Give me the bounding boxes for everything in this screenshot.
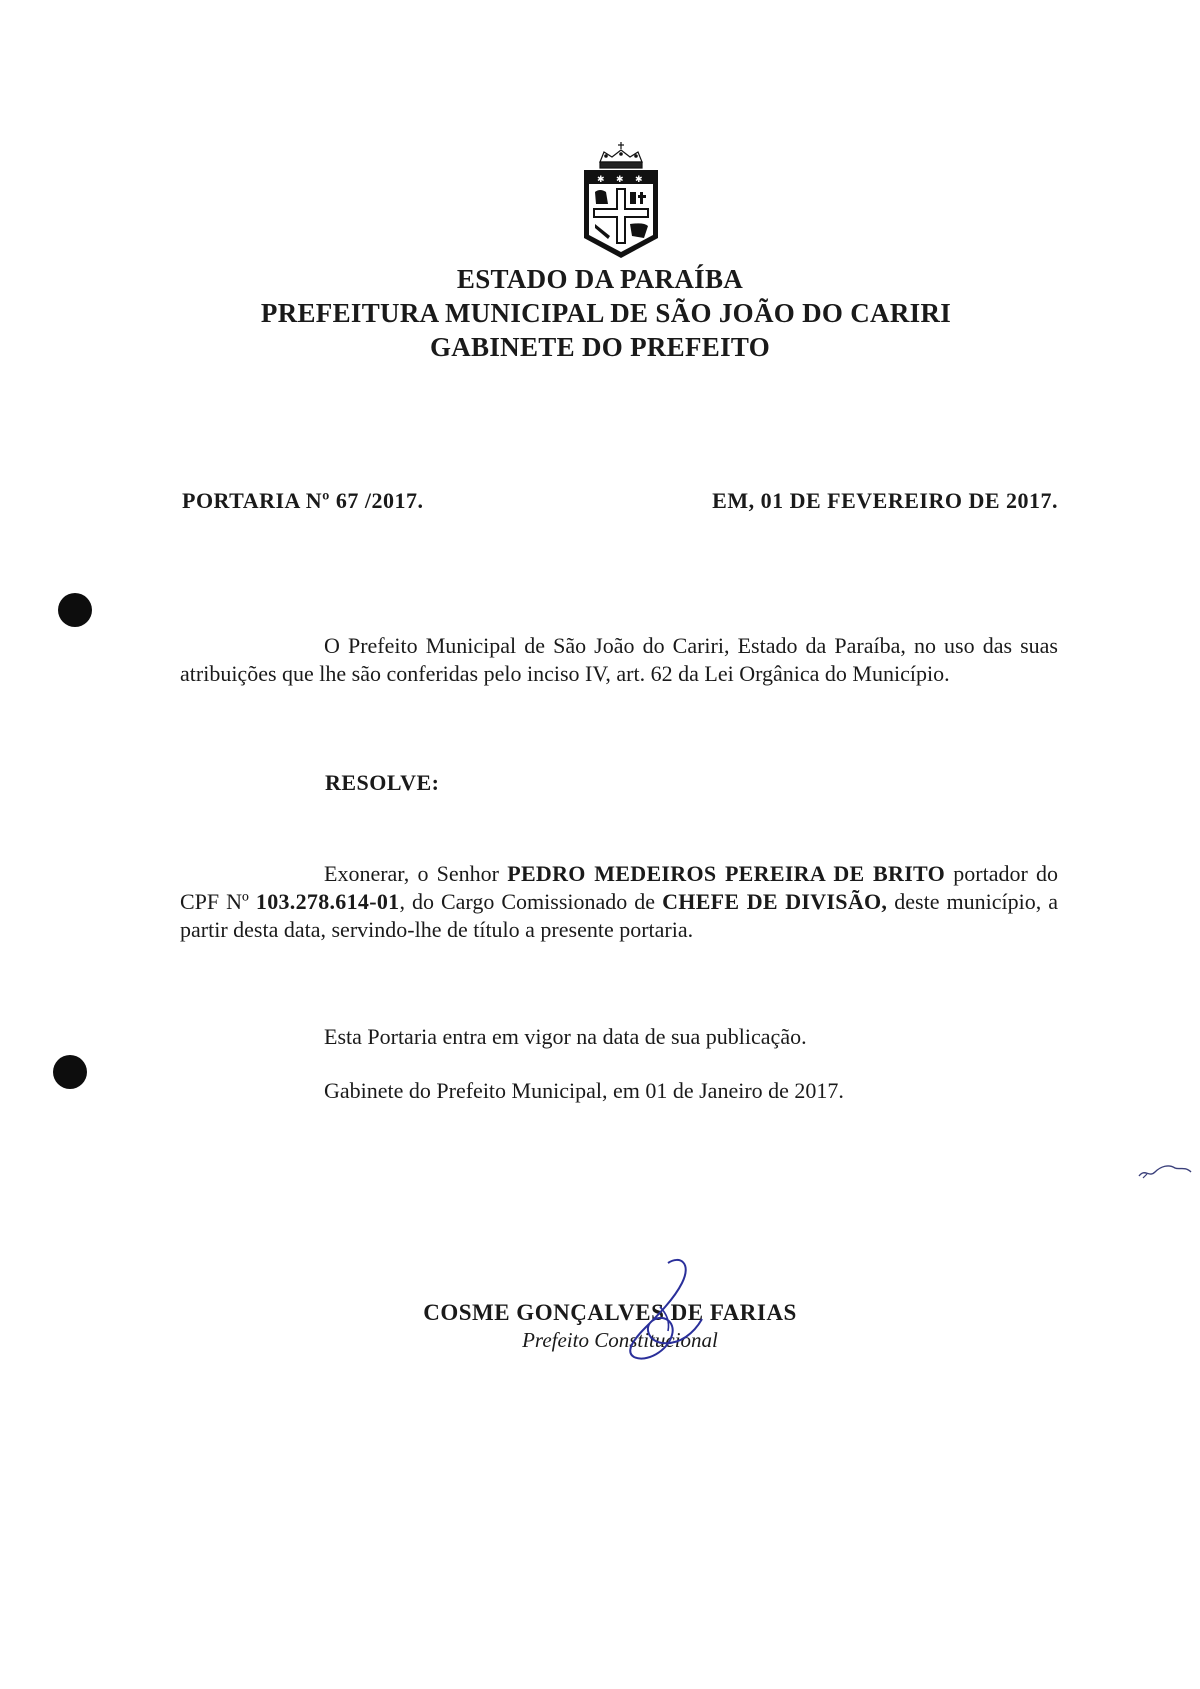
signer-title: Prefeito Constitucional <box>522 1328 718 1352</box>
punch-hole-bottom <box>53 1055 87 1089</box>
decree-part2: portador do CPF Nº <box>180 861 1059 914</box>
signer-name: COSME GONÇALVES DE FARIAS <box>423 1300 797 1325</box>
header-state: ESTADO DA PARAÍBA <box>456 264 744 294</box>
decree-person-name: PEDRO MEDEIROS PEREIRA DE BRITO <box>507 861 946 886</box>
decree-paragraph <box>180 860 1058 944</box>
municipal-coat-of-arms-icon <box>578 140 664 262</box>
header-office: GABINETE DO PREFEITO <box>429 332 771 362</box>
decree-part1: Exonerar, o Senhor <box>324 861 508 886</box>
portaria-date: EM, 01 DE FEVEREIRO DE 2017. <box>712 488 1058 513</box>
signature-block <box>0 1300 1200 1353</box>
intro-text: O Prefeito Municipal de São João do Cariri, Estado da Paraíba, no uso das suas atribuições que lhe são conferidas pelo inciso IV, art. 62 da Lei Orgânica do Município. <box>180 633 1058 686</box>
punch-hole-top <box>58 593 92 627</box>
gabinete-statement: Gabinete do Prefeito Municipal, em 01 de Janeiro de 2017. <box>324 1078 844 1103</box>
document-header <box>0 262 1200 364</box>
header-prefecture: PREFEITURA MUNICIPAL DE SÃO JOÃO DO CARIRI <box>260 298 952 328</box>
handwritten-signature <box>610 1255 720 1365</box>
decree-part4: deste município, a partir desta data, servindo-lhe de título a presente portaria. <box>180 889 1058 942</box>
vigor-statement: Esta Portaria entra em vigor na data de sua publicação. <box>324 1024 807 1049</box>
svg-text:✱: ✱ <box>597 175 605 185</box>
resolve-heading: RESOLVE: <box>325 770 440 795</box>
decree-cargo: CHEFE DE DIVISÃO, <box>662 889 888 914</box>
handwritten-initial <box>1135 1158 1195 1182</box>
intro-paragraph <box>180 632 1058 688</box>
decree-cpf: 103.278.614-01 <box>255 889 400 914</box>
svg-text:✱: ✱ <box>635 175 643 185</box>
svg-text:✱: ✱ <box>616 175 624 185</box>
decree-part3: , do Cargo Comissionado de <box>399 889 663 914</box>
portaria-number: PORTARIA Nº 67 /2017. <box>182 488 424 513</box>
